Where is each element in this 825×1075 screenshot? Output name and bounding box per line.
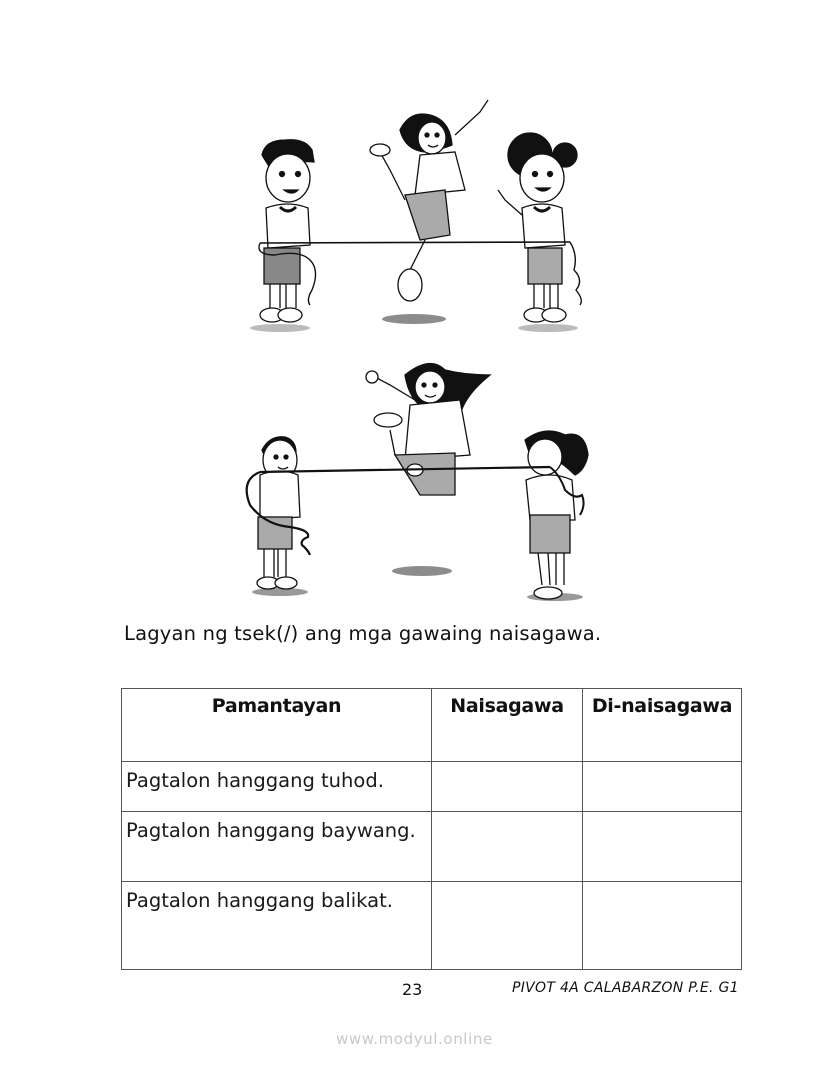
illustration-top-garter-game (240, 90, 590, 340)
criterion-cell: Pagtalon hanggang baywang. (122, 812, 432, 882)
right-girl-shadow (518, 324, 578, 332)
table-row (122, 762, 742, 812)
di-naisagawa-check-cell[interactable] (583, 882, 742, 970)
garter-rope (260, 242, 570, 243)
header-pamantayan: Pamantayan (122, 689, 432, 762)
instruction-text: Lagyan ng tsek(/) ang mga gawaing naisagawa. (124, 622, 602, 645)
evaluation-table (121, 688, 742, 970)
di-naisagawa-check-cell[interactable] (583, 762, 742, 812)
right-girl (525, 431, 588, 599)
rope-end-right (570, 242, 581, 305)
naisagawa-check-cell[interactable] (432, 882, 583, 970)
jumping-girl (366, 364, 490, 495)
footer-title: PIVOT 4A CALABARZON P.E. G1 (512, 980, 739, 996)
criterion-cell: Pagtalon hanggang tuhod. (122, 762, 432, 812)
naisagawa-check-cell[interactable] (432, 762, 583, 812)
header-naisagawa: Naisagawa (432, 689, 583, 762)
table-header-row (122, 689, 742, 762)
criterion-cell: Pagtalon hanggang balikat. (122, 882, 432, 970)
illustration-bottom-garter-game (230, 355, 600, 605)
left-boy-shadow (250, 324, 310, 332)
left-boy (257, 437, 300, 589)
right-girl (498, 133, 577, 322)
naisagawa-check-cell[interactable] (432, 812, 583, 882)
jumping-girl (370, 100, 488, 301)
left-boy (260, 140, 314, 322)
left-boy-shadow (252, 588, 308, 596)
jumper-shadow (392, 566, 452, 576)
watermark: www.modyul.online (336, 1030, 493, 1048)
jumper-shadow (382, 314, 446, 324)
header-di-naisagawa: Di-naisagawa (583, 689, 742, 762)
di-naisagawa-check-cell[interactable] (583, 812, 742, 882)
table-row (122, 882, 742, 970)
table-row (122, 812, 742, 882)
page-number: 23 (402, 980, 423, 999)
